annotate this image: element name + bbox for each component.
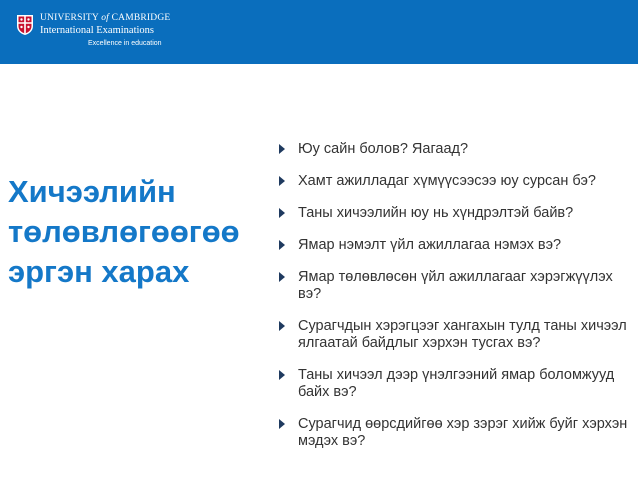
bullet-item	[279, 237, 631, 254]
bullet-arrow-icon	[279, 144, 285, 154]
logo-tagline: Excellence in education	[88, 40, 162, 47]
slide-title	[8, 172, 298, 292]
bullet-item	[279, 141, 631, 158]
bullet-text: Сурагчдын хэрэгцээг хангахын тулд таны хичээл ялгаатай байдлыг хэрхэн тусгах вэ?	[298, 318, 627, 351]
logo-university-name: UNIVERSITY of CAMBRIDGE	[40, 13, 171, 23]
bullet-item	[279, 205, 631, 222]
bullet-item	[279, 269, 631, 303]
title-line: төлөвлөгөөгөө	[8, 214, 240, 249]
bullet-arrow-icon	[279, 176, 285, 186]
bullet-text: Сурагчид өөрсдийгөө хэр зэрэг хийж буйг хэрхэн мэдэх вэ?	[298, 416, 628, 449]
bullet-text: Ямар төлөвлөсөн үйл ажиллагааг хэрэгжүүлэх вэ?	[298, 269, 613, 302]
bullet-arrow-icon	[279, 419, 285, 429]
bullet-arrow-icon	[279, 208, 285, 218]
bullet-text: Хамт ажилладаг хүмүүсээсээ юу сурсан бэ?	[298, 173, 596, 189]
crest-icon	[16, 14, 34, 36]
bullet-arrow-icon	[279, 240, 285, 250]
bullet-item	[279, 318, 631, 352]
bullet-text: Таны хичээлийн юу нь хүндрэлтэй байв?	[298, 205, 574, 221]
header-bar	[0, 0, 638, 64]
bullet-text: Юу сайн болов? Яагаад?	[298, 141, 469, 157]
cambridge-logo[interactable]	[8, 10, 171, 56]
bullet-arrow-icon	[279, 370, 285, 380]
bullet-text: Ямар нэмэлт үйл ажиллагаа нэмэх вэ?	[298, 237, 562, 253]
bullet-text: Таны хичээл дээр үнэлгээний ямар боломжууд байх вэ?	[298, 367, 615, 400]
bullet-item	[279, 367, 631, 401]
bullet-item	[279, 416, 631, 450]
bullet-list	[279, 141, 631, 465]
bullet-arrow-icon	[279, 272, 285, 282]
logo-international-examinations: International Examinations	[40, 25, 155, 36]
bullet-item	[279, 173, 631, 190]
title-line: Хичээлийн	[8, 174, 176, 209]
bullet-arrow-icon	[279, 321, 285, 331]
title-line: эргэн харах	[8, 254, 190, 289]
